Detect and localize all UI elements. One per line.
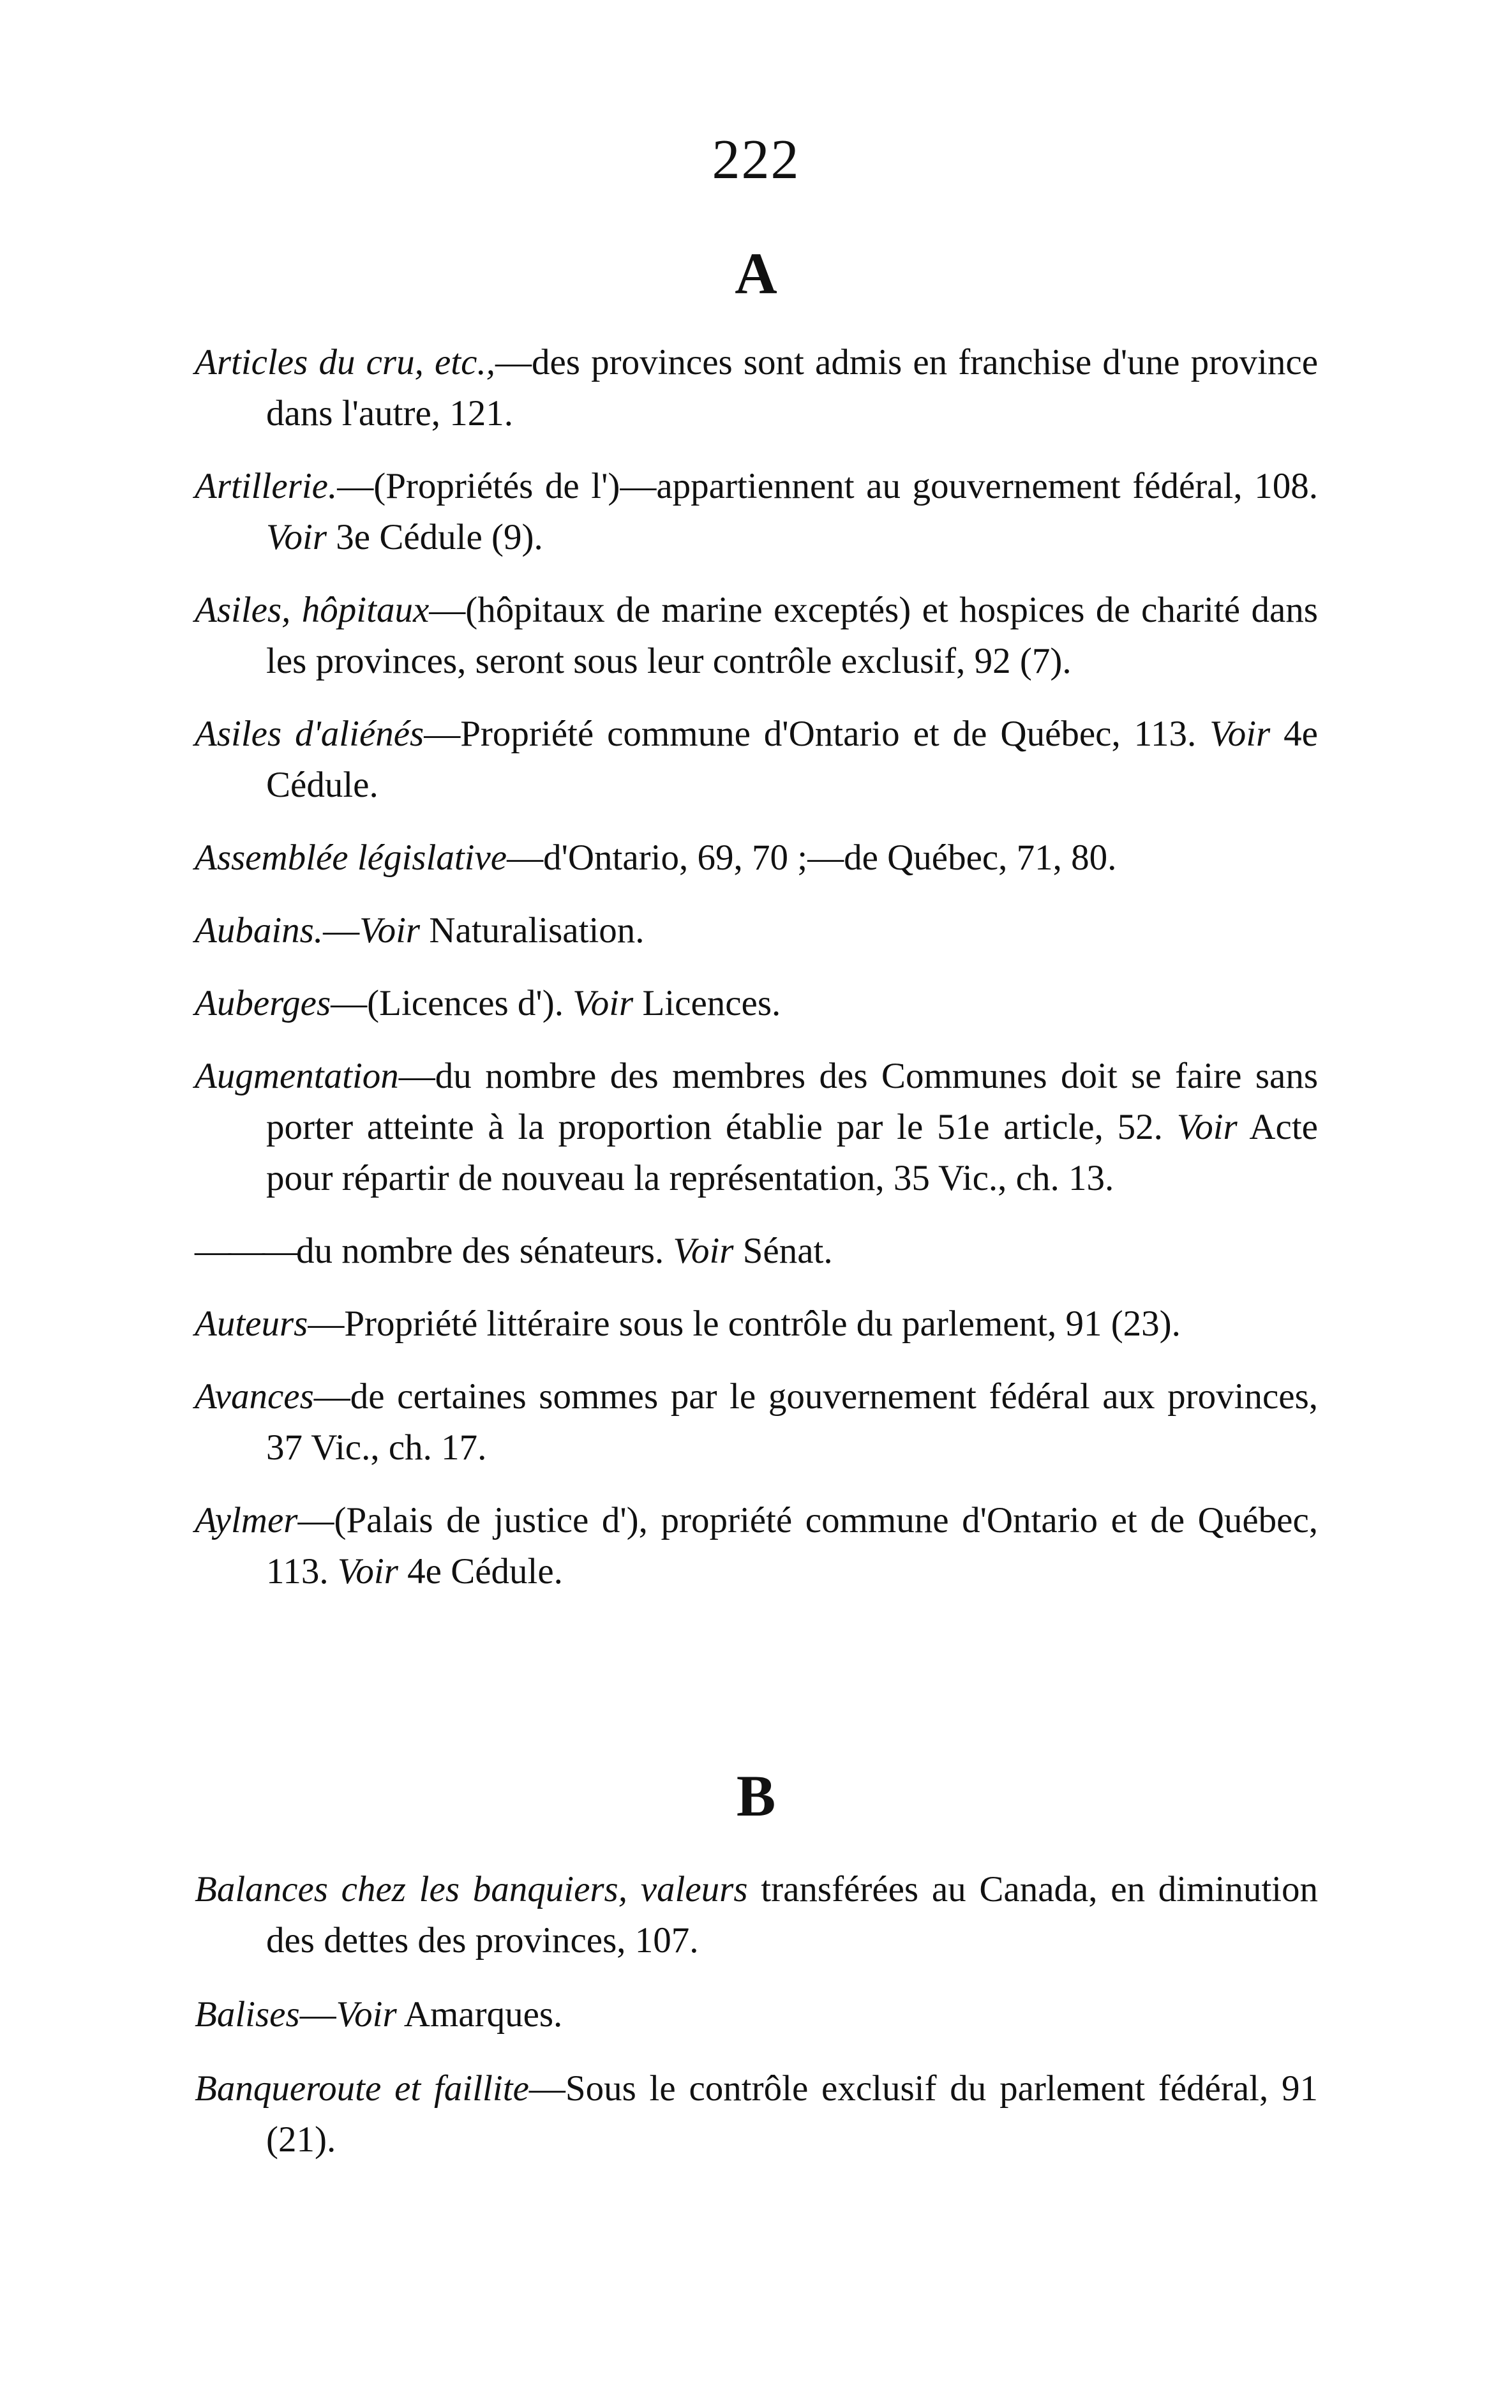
index-entry-aubains (195, 905, 1318, 956)
index-entry-balises (195, 1989, 1318, 2040)
index-entry-auteurs (195, 1298, 1318, 1350)
entry-term: Balances chez les banquiers, valeurs (195, 1869, 748, 1909)
entry-text: —(Licences d'). (331, 983, 573, 1023)
entry-term: Auberges (195, 983, 331, 1023)
entry-text: transférées au Canada, en diminution des dettes des provinces, 107. (266, 1869, 1318, 1960)
index-entry-articles-du-cru (195, 337, 1318, 439)
entry-text: —d'Ontario, 69, 70 ;—de Québec, 71, 80. (507, 838, 1117, 878)
entry-reference: 4e Cédule. (266, 714, 1318, 805)
index-entry-augmentation (195, 1051, 1318, 1204)
entry-text: —(Palais de justice d'), propriété commune d'Ontario et de Québec, 113. (266, 1500, 1318, 1592)
entry-text: —Propriété littéraire sous le contrôle du parlement, 91 (23). (308, 1304, 1181, 1344)
entry-text: — (299, 1994, 336, 2035)
entry-term: Articles du cru, etc., (195, 342, 495, 382)
entry-voir: Voir (336, 1994, 397, 2035)
entry-reference: Licences. (633, 983, 781, 1023)
entry-text: —de certaines sommes par le gouvernement fédéral aux provinces, 37 Vic., ch. 17. (266, 1376, 1318, 1468)
entry-text: —(Propriétés de l')—appartiennent au gouvernement fédéral, 108. (337, 466, 1318, 506)
entry-voir: Voir (573, 983, 634, 1023)
entry-term: Augmentation (195, 1056, 399, 1096)
entry-term: Asiles d'aliénés (195, 714, 424, 754)
section-heading-b: B (736, 1763, 776, 1828)
index-entry-aylmer (195, 1495, 1318, 1597)
entry-reference: Naturalisation. (420, 910, 645, 951)
entry-text: du nombre des sénateurs. (296, 1231, 673, 1271)
entry-voir: Voir (1209, 714, 1271, 754)
entry-reference: 3e Cédule (9). (327, 517, 543, 557)
index-section-b (195, 1864, 1318, 2188)
entry-reference: Acte pour répartir de nouveau la représentation, 35 Vic., ch. 13. (266, 1107, 1318, 1198)
index-entry-auberges (195, 978, 1318, 1029)
entry-text: —Propriété commune d'Ontario et de Québec, 113. (424, 714, 1210, 754)
entry-term: Aylmer (195, 1500, 298, 1540)
entry-term: Avances (195, 1376, 314, 1417)
entry-term: Assemblée législative (195, 838, 507, 878)
entry-term: Aubains. (195, 910, 324, 951)
index-entry-augmentation-senateurs (195, 1226, 1318, 1277)
index-entry-artillerie (195, 461, 1318, 563)
entry-reference: 4e Cédule. (398, 1551, 563, 1592)
entry-text: — (323, 910, 360, 951)
entry-reference: Sénat. (733, 1231, 833, 1271)
entry-term: Auteurs (195, 1304, 308, 1344)
entry-term: Asiles, hôpitaux (195, 590, 430, 630)
entry-voir: Voir (359, 910, 421, 951)
entry-reference: Amarques. (396, 1994, 563, 2035)
index-entry-avances (195, 1371, 1318, 1473)
entry-text: —Sous le contrôle exclusif du parlement fédéral, 91 (21). (266, 2068, 1318, 2160)
index-section-a (195, 337, 1318, 1619)
entry-term: Artillerie. (195, 466, 338, 506)
page-number: 222 (712, 129, 800, 191)
index-entry-asiles-hopitaux (195, 585, 1318, 687)
entry-repeat-dash: ——— (195, 1231, 296, 1271)
entry-term: Balises (195, 1994, 300, 2035)
entry-voir: Voir (673, 1231, 734, 1271)
entry-term: Banqueroute et faillite (195, 2068, 529, 2109)
entry-text: —(hôpitaux de marine exceptés) et hospices de charité dans les provinces, seront sous leur contrôle exclusif, 92 (7). (266, 590, 1318, 681)
entry-text: —des provinces sont admis en franchise d'une province dans l'autre, 121. (266, 342, 1318, 433)
index-entry-asiles-alienes (195, 709, 1318, 811)
index-entry-banqueroute (195, 2063, 1318, 2165)
entry-voir: Voir (1176, 1107, 1238, 1147)
entry-text: —du nombre des membres des Communes doit se faire sans porter atteinte à la proportion établie par le 51e article, 52. (266, 1056, 1318, 1147)
index-entry-assemblee-legislative (195, 832, 1318, 884)
entry-voir: Voir (266, 517, 327, 557)
entry-voir: Voir (337, 1551, 398, 1592)
section-heading-a: A (735, 241, 777, 306)
index-entry-balances (195, 1864, 1318, 1966)
